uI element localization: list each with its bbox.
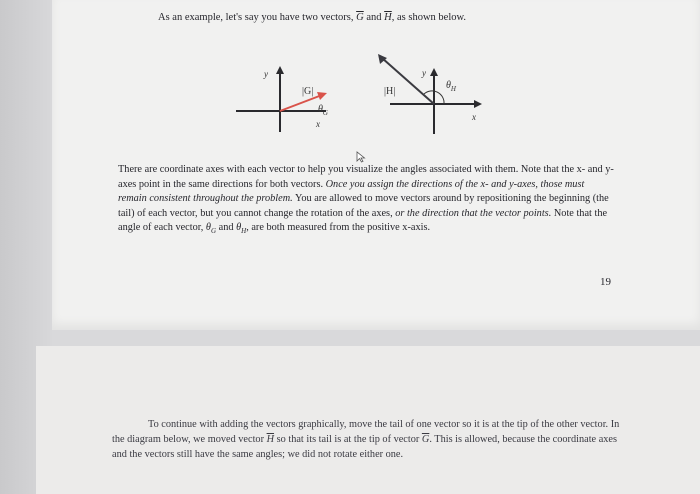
vector-g-arrowhead <box>317 92 327 100</box>
continuation-paragraph: To continue with adding the vectors graphically, move the tail of one vector so it is at the tip of the other vector. In the diagram below, we moved vector $\overline{H}$ so that its tail is at the tip of vector $\overline{G}$. This is allowed, because the coordinate axes and the vectors still have the same angles; we did not rotate either one. <box>112 419 620 461</box>
h-x-label: x <box>472 112 476 122</box>
vector-h-symbol: $\overline{H}$ <box>384 12 392 23</box>
page-number: 19 <box>600 276 611 288</box>
h-y-label: y <box>422 68 426 78</box>
theta-h-symbol: $\theta_H$ <box>236 222 247 236</box>
h-x-arrowhead <box>474 100 482 108</box>
explanation-paragraph: There are coordinate axes with each vector to help you visualize the angles associated with them. Note that the x- and y-axes point in the same directions for both vectors. Once you assign the directions of the x- and y-axes, those must remain consistent throughout the problem. You are allowed to move vectors around by repositioning the beginning (the tail) of each vector, but you cannot change the rotation of the axes, or the direction that the vector points. Note that the angle of each vector, $\theta_G$ and $\theta_H$, are both measured from the positive x-axis. <box>118 164 614 236</box>
vector-g-arrow <box>280 95 322 111</box>
g-angle-label: $\theta_G$ <box>318 104 328 117</box>
h-y-arrowhead <box>430 68 438 76</box>
g-magnitude-label: |G| <box>302 86 314 97</box>
vector-g-symbol-2: $\overline{G}$ <box>421 434 430 446</box>
vector-g-diagram <box>230 64 340 134</box>
h-magnitude-label: |H| <box>384 86 396 97</box>
g-y-arrowhead <box>276 66 284 74</box>
theta-g-symbol: $\theta_G$ <box>205 222 217 236</box>
g-x-label: x <box>316 119 320 129</box>
intro-sentence: As an example, let's say you have two vectors, $\overline{G}$ and $\overline{H}$, as shown below. <box>158 12 467 23</box>
mouse-cursor-icon <box>356 151 366 163</box>
vector-h-symbol-2: $\overline{H}$ <box>266 434 275 446</box>
vector-h-diagram <box>372 52 492 134</box>
g-y-label: y <box>264 69 268 79</box>
h-angle-label: $\theta_H$ <box>446 80 456 93</box>
vector-g-symbol: $\overline{G}$ <box>356 12 364 23</box>
vector-h-arrow <box>382 58 434 104</box>
